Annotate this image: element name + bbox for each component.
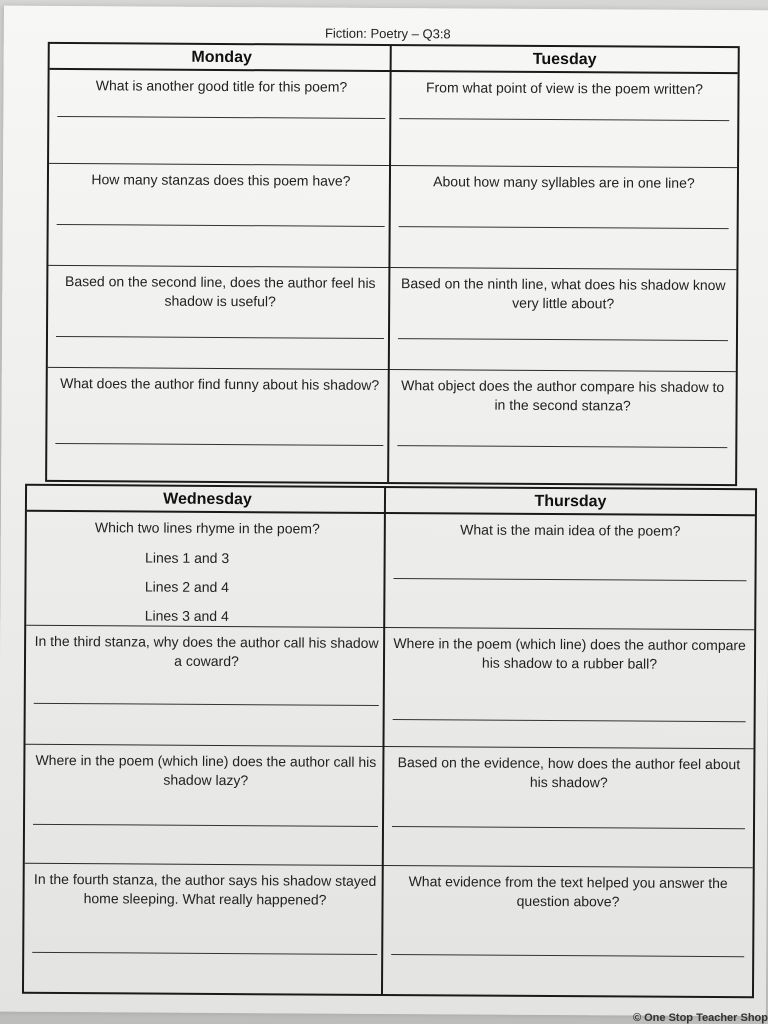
question-text: What is another good title for this poem? [95, 77, 348, 95]
monday-question-4 [47, 368, 392, 472]
answer-line[interactable] [393, 719, 746, 722]
question-text: In the fourth stanza, the author says his shadow stayed home sleeping. What really happened? [33, 870, 377, 908]
thursday-question-1 [385, 514, 755, 630]
wednesday-thursday-grid [22, 484, 757, 998]
tuesday-question-2 [390, 166, 737, 270]
question-text: Based on the evidence, how does the author feel about his shadow? [397, 754, 741, 791]
wednesday-question-4 [24, 864, 386, 985]
answer-line[interactable] [394, 578, 747, 581]
question-text: What is the main idea of the poem? [460, 521, 681, 539]
question-text: Which two lines rhyme in the poem? [94, 519, 320, 537]
answer-line[interactable] [399, 118, 729, 121]
thursday-column [381, 488, 755, 996]
question-text: How many stanzas does this poem have? [91, 171, 351, 189]
option-lines-2-and-4[interactable]: Lines 2 and 4 [144, 578, 230, 596]
wednesday-column [24, 486, 388, 994]
monday-tuesday-grid [45, 42, 740, 486]
option-lines-3-and-4[interactable]: Lines 3 and 4 [144, 607, 229, 625]
question-text: About how many syllables are in one line? [433, 173, 695, 191]
answer-line[interactable] [33, 824, 378, 827]
monday-question-2 [48, 164, 393, 268]
worksheet-page [0, 6, 768, 1017]
thursday-question-4 [383, 866, 753, 987]
monday-question-1 [49, 70, 394, 166]
wednesday-question-1 [26, 512, 388, 628]
answer-line[interactable] [34, 703, 379, 706]
worksheet-title: Fiction: Poetry – Q3:8 [324, 25, 451, 42]
answer-line[interactable] [56, 336, 384, 339]
answer-line[interactable] [55, 443, 383, 446]
monday-header: Monday [50, 44, 394, 72]
question-text: In the third stanza, why does the author call his shadow a coward? [34, 632, 379, 670]
question-text: Where in the poem (which line) does the author compare his shadow to a rubber ball? [393, 635, 746, 672]
answer-line[interactable] [57, 224, 385, 227]
thursday-header: Thursday [386, 488, 755, 516]
tuesday-question-4 [389, 370, 736, 474]
rhyme-options [32, 543, 382, 632]
answer-line[interactable] [397, 445, 727, 448]
tuesday-column [387, 46, 738, 484]
question-text: From what point of view is the poem written? [425, 79, 704, 97]
copyright-footer: © One Stop Teacher Shop [632, 1012, 768, 1024]
monday-column [47, 44, 394, 482]
tuesday-question-3 [390, 268, 737, 372]
answer-line[interactable] [32, 952, 377, 955]
answer-line[interactable] [57, 116, 385, 119]
thursday-question-2 [384, 628, 754, 749]
answer-line[interactable] [392, 826, 745, 829]
question-text: What object does the author compare his shadow to in the second stanza? [401, 377, 725, 414]
question-text: Based on the second line, does the author feel his shadow is useful? [64, 273, 376, 310]
question-text: What evidence from the text helped you answer the question above? [408, 873, 728, 910]
tuesday-header: Tuesday [392, 46, 738, 74]
answer-line[interactable] [391, 954, 744, 957]
question-text: What does the author find funny about his shadow? [60, 375, 380, 393]
monday-question-3 [48, 266, 393, 370]
wednesday-question-2 [25, 626, 387, 747]
answer-line[interactable] [398, 338, 728, 341]
question-text: Based on the ninth line, what does his shadow know very little about? [400, 275, 726, 312]
wednesday-question-3 [25, 745, 387, 866]
tuesday-question-1 [391, 72, 738, 168]
answer-line[interactable] [399, 226, 729, 229]
wednesday-header: Wednesday [27, 486, 388, 514]
thursday-question-3 [384, 747, 754, 868]
option-lines-1-and-3[interactable]: Lines 1 and 3 [145, 549, 230, 567]
question-text: Where in the poem (which line) does the author call his shadow lazy? [35, 751, 377, 789]
